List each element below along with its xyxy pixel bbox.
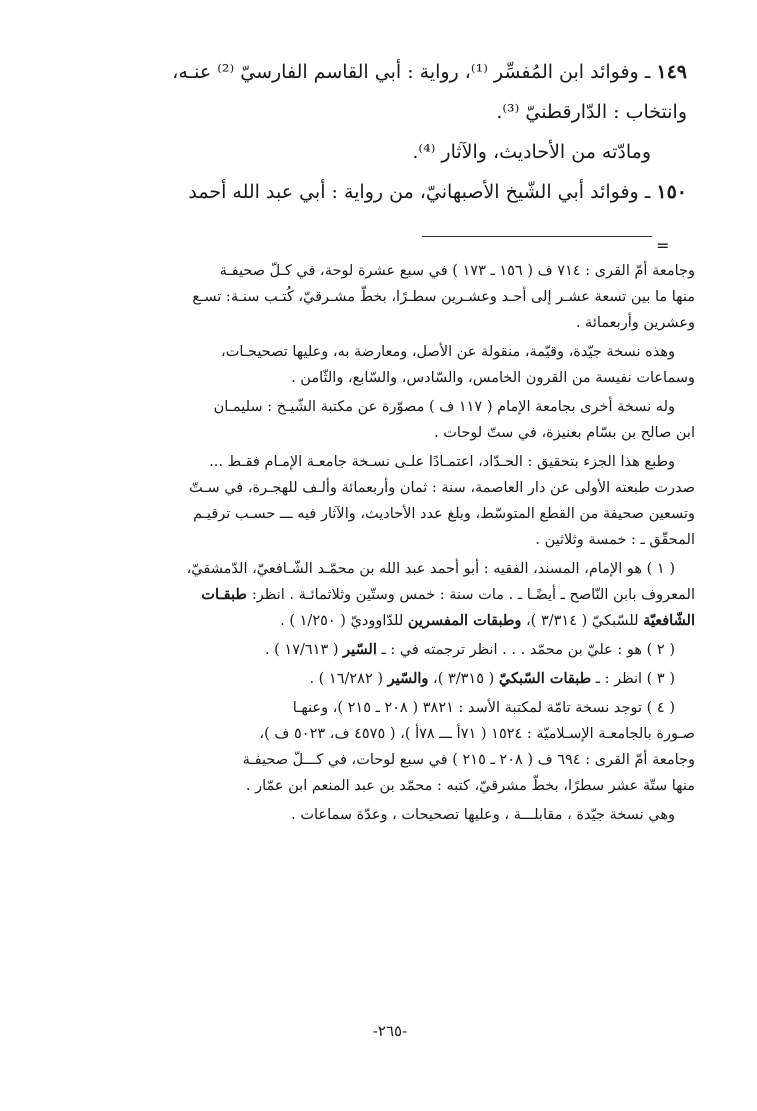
note-line: منها ستّة عشر سطرًا، بخطّ مشرقيّ، كتبه : محمّد بن عبد المنعم ابن عمّار .: [245, 778, 695, 794]
footnote-4: [96, 695, 695, 799]
note-text: للدّاووديّ ( ١/٢٥٠ ) .: [280, 613, 408, 629]
note-line: وجامعة أمّ القرى : ٧١٤ ف ( ١٥٦ ـ ١٧٣ ) في سبع عشرة لوحة، في كـلّ صحيفـة: [219, 263, 695, 279]
note-line: وله نسخة أخرى بجامعة الإمام ( ١١٧ ف ) مصوّرة عن مكتبة الشّيـخ : سليمـان: [213, 399, 675, 415]
main-text: [96, 54, 687, 214]
note-text: ( ٣ ) انظر : ـ: [591, 671, 675, 687]
footnote-3: [96, 666, 695, 692]
note-text: المعروف بابن النّاصح ـ أيضًـا ـ . مات سنة : خمس وستّين وثلاثمائـة . انظر:: [251, 587, 695, 603]
note-line: وعشرين وأربعمائة .: [575, 315, 695, 331]
note-paragraph: [96, 258, 695, 336]
note-line: وهي نسخة جيّدة ، مقابلـــة ، وعليها تصحيحات ، وعدّة سماعات .: [291, 807, 675, 823]
entry-150-line-1: [96, 174, 687, 210]
footnote-1: [96, 556, 695, 634]
entry-text: ـ وفوائد أبي الشّيخ الأصبهانيّ، من رواية : أبي عبد الله أحمد: [188, 181, 657, 203]
note-paragraph: [96, 394, 695, 446]
entry-number: ١٥٠: [656, 181, 687, 203]
entry-149-line-2: وانتخاب : الدّارقطنيّ ⁽³⁾.: [496, 101, 687, 123]
book-title: طبقات السّبكيّ: [498, 670, 592, 687]
footnotes: [96, 258, 695, 831]
page-number: -٢٦٥-: [372, 1022, 408, 1040]
book-title: والسّير: [387, 670, 429, 687]
note-line: [96, 608, 695, 634]
note-line: [96, 637, 695, 663]
entry-number: ١٤٩: [656, 61, 687, 83]
note-text: ( ٢ ) هو : عليّ بن محمّد . . . انظر ترجمته في : ـ: [376, 642, 675, 658]
book-title: وطبقات المفسرين: [407, 612, 522, 629]
note-line: ( ٤ ) توجد نسخة تامّة لمكتبة الأسد : ٣٨٢١ ( ٢٠٨ ـ ٢١٥ )، وعنهـا: [292, 700, 675, 716]
note-paragraph: [96, 449, 695, 553]
book-title: الشّافعيّة: [643, 612, 695, 629]
note-paragraph: [96, 339, 695, 391]
note-text: ( ١٦/٢٨٢ ) .: [309, 671, 388, 687]
note-line: ( ١ ) هو الإمام، المسند، الفقيه : أبو أحمد عبد الله بن محمّـد الشّـافعيّ، الدّمشقيّ،: [186, 561, 675, 577]
note-line: [96, 582, 695, 608]
note-line: المحقّق ـ : خمسة وثلاثين .: [535, 532, 695, 548]
note-line: وطبع هذا الجزء بتحقيق : الحـدّاد، اعتمـادًا علـى نسـخة جامعـة الإمـام فقـط ...: [209, 454, 675, 470]
note-text: للسّبكيّ ( ٣/٣١٤ )،: [521, 613, 644, 629]
note-line: منها ما بين تسعة عشـر إلى أحـد وعشـرين سطـرًا، بخطّ مشـرقيّ، كُتـب سنـة: تسـع: [192, 289, 695, 305]
footnote-separator: [422, 236, 652, 237]
note-text: ( ١٧/٦١٣ ) .: [264, 642, 344, 658]
note-line: ابن صالح بن بسّام بعنيزة، في ستّ لوحات .: [434, 425, 695, 441]
note-line: صدرت طبعته الأولى عن دار العاصمة، سنة : ثمان وأربعمائة وألـف للهجـرة، في سـتّ: [188, 480, 695, 496]
book-title: طبقـات: [201, 586, 252, 603]
note-line: [96, 666, 695, 692]
footnote-2: [96, 637, 695, 663]
note-text: ( ٣/٣١٥ )،: [428, 671, 499, 687]
entry-149-line-3: ومادّته من الأحاديث، والآثار ⁽⁴⁾.: [412, 141, 651, 163]
note-line: وجامعة أمّ القرى : ٦٩٤ ف ( ٢٠٨ ـ ٢١٥ ) في سبع لوحات، في كـــلّ صحيفـة: [242, 752, 695, 768]
note-line: وسماعات نفيسة من القرون الخامس، والسّادس، والسّابع، والثّامن .: [291, 370, 695, 386]
entry-text: ـ وفوائد ابن المُفسِّر ⁽¹⁾، رواية : أبي القاسم الفارسيّ ⁽²⁾ عنـه،: [172, 61, 657, 83]
note-line: وهذه نسخة جيّدة، وقيّمة، منقولة عن الأصل، ومعارضة به، وعليها تصحيحـات،: [221, 344, 675, 360]
continuation-mark: =: [656, 236, 670, 255]
entry-149-line-1: [96, 54, 687, 90]
note-line: وتسعين صحيفة من القطع المتوسّط، وبلغ عدد الأحاديث، والآثار فيه ـــ حسـب ترقيـم: [193, 506, 695, 522]
book-title: السّير: [343, 641, 377, 658]
note-paragraph: [96, 802, 695, 828]
note-line: صـورة بالجامعـة الإسـلاميّة : ١٥٢٤ ( ٧١أ ـــ ٧٨أ )، ( ٤٥٧٥ ف، ٥٠٢٣ ف )،: [259, 726, 695, 742]
